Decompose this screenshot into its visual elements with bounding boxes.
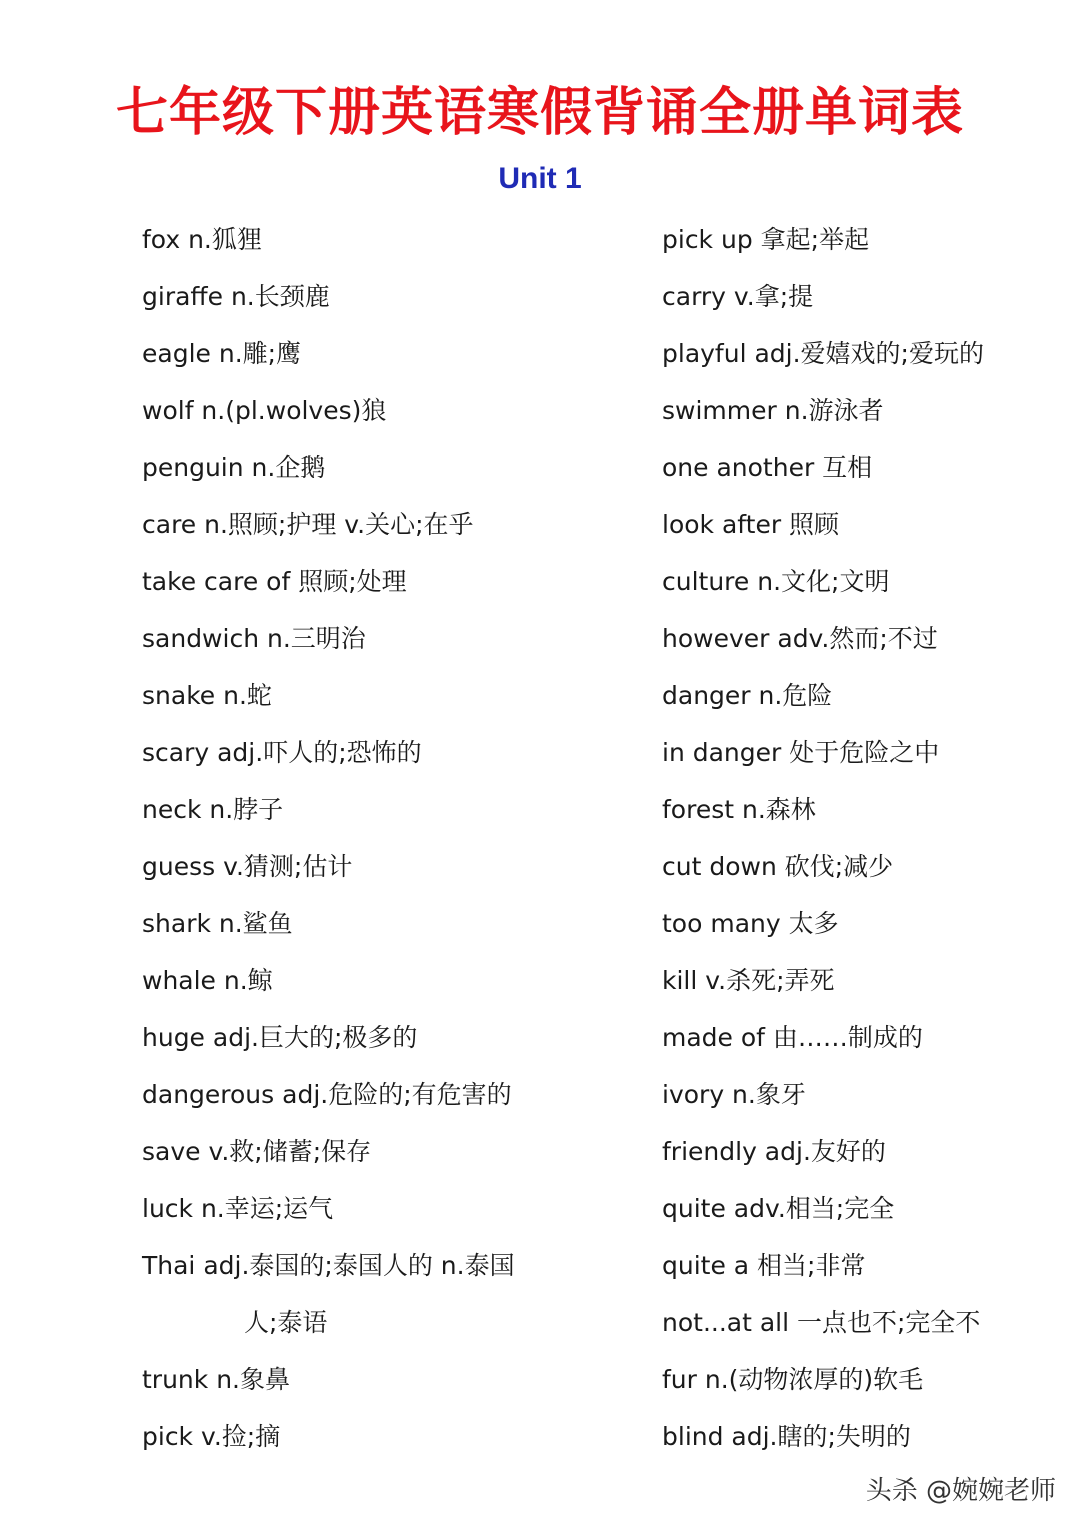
vocab-entry: ivory n.象牙 — [662, 1080, 806, 1109]
vocab-entry: snake n.蛇 — [142, 681, 272, 710]
vocab-entry: carry v.拿;提 — [662, 282, 814, 311]
vocab-entry: huge adj.巨大的;极多的 — [142, 1023, 418, 1052]
vocab-entry: penguin n.企鹅 — [142, 453, 326, 482]
vocab-entry: neck n.脖子 — [142, 795, 284, 824]
vocab-entry: forest n.森林 — [662, 795, 816, 824]
vocab-entry: take care of 照顾;处理 — [142, 567, 407, 596]
vocab-entry: culture n.文化;文明 — [662, 567, 890, 596]
vocab-column-right — [662, 218, 1062, 1472]
vocab-entry: pick v.捡;摘 — [142, 1422, 281, 1451]
page-title: 七年级下册英语寒假背诵全册单词表 — [115, 83, 964, 143]
vocab-entry: Thai adj.泰国的;泰国人的 n.泰国 — [142, 1251, 515, 1280]
vocab-entry: look after 照顾 — [662, 510, 840, 539]
vocab-entry-continuation: 人;泰语 — [244, 1308, 328, 1337]
vocab-entry: fur n.(动物浓厚的)软毛 — [662, 1365, 924, 1394]
vocab-entry: not...at all 一点也不;完全不 — [662, 1308, 981, 1337]
vocab-entry: quite adv.相当;完全 — [662, 1194, 895, 1223]
vocab-entry: wolf n.(pl.wolves)狼 — [142, 396, 387, 425]
vocab-entry: friendly adj.友好的 — [662, 1137, 886, 1166]
vocab-entry: giraffe n.长颈鹿 — [142, 282, 330, 311]
vocab-entry: guess v.猜测;估计 — [142, 852, 353, 881]
vocab-entry: swimmer n.游泳者 — [662, 396, 884, 425]
vocab-entry: danger n.危险 — [662, 681, 833, 710]
vocab-entry: care n.照顾;护理 v.关心;在乎 — [142, 510, 474, 539]
vocab-entry: save v.救;储蓄;保存 — [142, 1137, 372, 1166]
vocab-entry: whale n.鲸 — [142, 966, 273, 995]
vocab-entry: blind adj.瞎的;失明的 — [662, 1422, 911, 1451]
vocab-entry: fox n.狐狸 — [142, 225, 262, 254]
unit-heading: Unit 1 — [498, 162, 582, 195]
vocab-entry: cut down 砍伐;减少 — [662, 852, 894, 881]
vocab-entry: made of 由……制成的 — [662, 1023, 923, 1052]
vocab-entry: playful adj.爱嬉戏的;爱玩的 — [662, 339, 984, 368]
vocab-column-left — [142, 218, 582, 1472]
vocab-entry: kill v.杀死;弄死 — [662, 966, 835, 995]
vocab-entry: too many 太多 — [662, 909, 839, 938]
vocab-entry: eagle n.雕;鹰 — [142, 339, 302, 368]
vocab-entry: quite a 相当;非常 — [662, 1251, 866, 1280]
vocab-entry: one another 互相 — [662, 453, 873, 482]
watermark: 头杀 @婉婉老师 — [865, 1476, 1056, 1506]
vocab-entry: shark n.鲨鱼 — [142, 909, 293, 938]
vocab-entry: pick up 拿起;举起 — [662, 225, 870, 254]
vocab-entry: sandwich n.三明治 — [142, 624, 366, 653]
vocab-entry: dangerous adj.危险的;有危害的 — [142, 1080, 512, 1109]
vocab-entry: scary adj.吓人的;恐怖的 — [142, 738, 422, 767]
vocab-entry: trunk n.象鼻 — [142, 1365, 290, 1394]
vocab-entry: in danger 处于危险之中 — [662, 738, 940, 767]
vocab-entry: however adv.然而;不过 — [662, 624, 938, 653]
vocab-entry: luck n.幸运;运气 — [142, 1194, 334, 1223]
